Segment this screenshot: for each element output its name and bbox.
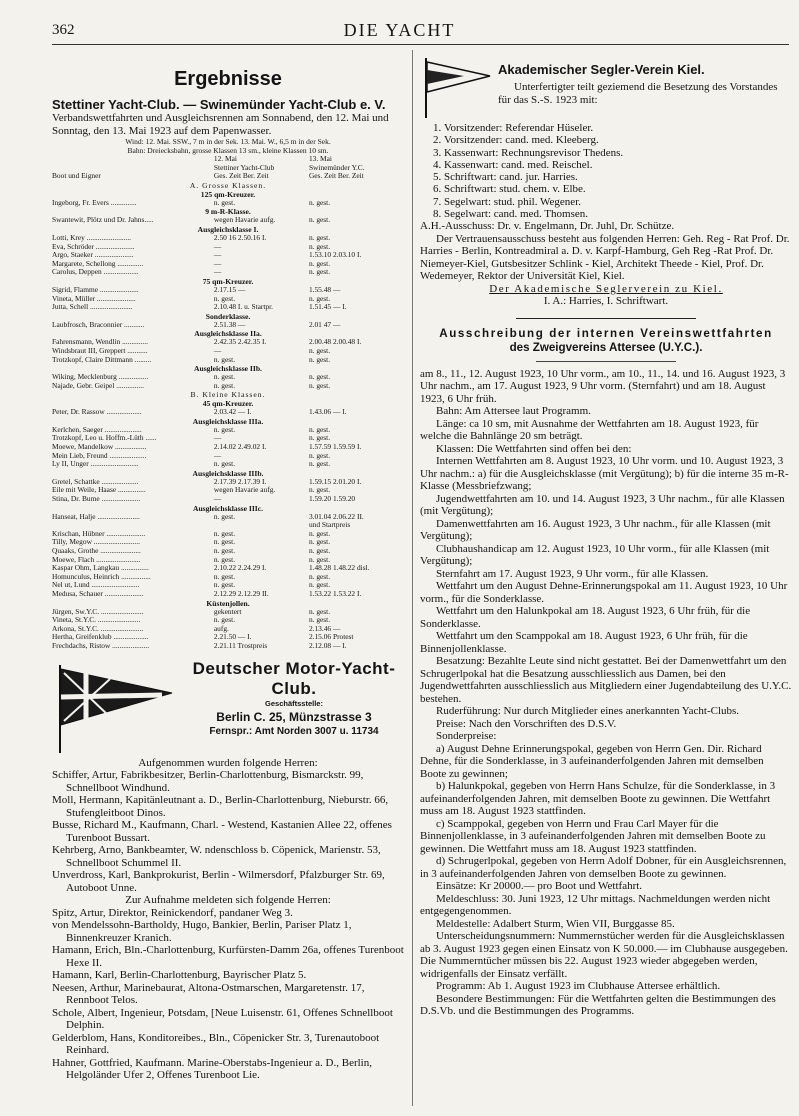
- result-day2: n. gest.: [308, 615, 331, 625]
- result-day1: n. gest.: [213, 197, 236, 207]
- announcement-paragraph: Wettfahrt um den Halunkpokal am 18. August 1923, 6 Uhr früh, für die Sonderklasse.: [420, 605, 751, 630]
- boat-owner: Wiking, Mecklenburg ................: [52, 372, 149, 382]
- class-label: 125 qm-Kreuzer.: [200, 189, 256, 199]
- announcement-paragraph: Damenwettfahrten am 16. August 1923, 3 Uhr nachm., für alle Klassen (mit Vergütung);: [420, 517, 771, 543]
- wind-info: Wind: 12. Mai. SSW., 7 m in der Sek. 13. Mai. W., 6,5 m in der Sek.: [125, 137, 331, 146]
- ergebnisse-heading: Ergebnisse: [174, 68, 282, 90]
- boat-owner: Vineta, St.Y.C. .......................: [52, 615, 141, 625]
- group-label: B. Kleine Klassen.: [190, 390, 266, 400]
- result-day1: —: [213, 250, 222, 260]
- member-entry: Moll, Hermann, Kapitänleutnant a. D., Berlin-Charlottenburg, Nieburstr. 66, Stufengleitboot Dinos.: [52, 794, 389, 819]
- result-day1: n. gest.: [213, 554, 236, 564]
- section-separator: [516, 318, 696, 319]
- boat-owner: Sigrid, Flamme .....................: [52, 284, 139, 294]
- boat-owner: Tilly, Megow .........................: [52, 537, 140, 547]
- class-label: Ausgleichsklasse IIIc.: [192, 503, 264, 513]
- header-rule: [52, 44, 789, 45]
- ask-block: [420, 56, 792, 120]
- boat-owner: Swantewit, Plötz und Dr. Jahns.....: [52, 215, 154, 225]
- result-day1: 2.51.38 —: [213, 319, 246, 329]
- boat-owner: Gretel, Schattke ....................: [52, 476, 139, 486]
- boat-owner: Peter, Dr. Rassow ...................: [52, 407, 142, 417]
- result-day1: n. gest.: [213, 615, 236, 625]
- result-day1: 2.10.48 I. u. Startpr.: [213, 302, 274, 312]
- group-heading: [52, 181, 404, 190]
- result-row: [52, 321, 404, 330]
- result-day2: n. gest.: [308, 580, 331, 590]
- result-row: [52, 495, 404, 504]
- class-label: 75 qm-Kreuzer.: [202, 276, 254, 286]
- result-row: [52, 382, 404, 391]
- applicant-entry: Spitz, Artur, Direktor, Reinickendorf, pandaner Weg 3.: [52, 906, 293, 919]
- result-day2: 2.15.06 Protest: [308, 632, 354, 642]
- result-day1: n. gest.: [213, 528, 236, 538]
- regatta-announcement-title: Ausschreibung der internen Vereinswettfahrten: [439, 326, 773, 340]
- result-day1: n. gest.: [213, 580, 236, 590]
- result-day1: 2.42.35 2.42.35 I.: [213, 337, 267, 347]
- result-day1: —: [213, 267, 222, 277]
- boat-owner: Medusa, Schauer .....................: [52, 588, 144, 598]
- announcement-paragraph: Programm: Ab 1. August 1923 im Clubhause Attersee erhältlich.: [436, 980, 721, 993]
- boat-owner: Jutta, Schell .......................: [52, 302, 133, 312]
- result-row: [52, 408, 404, 417]
- page-header: [0, 18, 799, 44]
- left-column: [52, 56, 404, 1112]
- member-entry: Busse, Richard M., Kaufmann, Charl. - Westend, Kastanien Allee 22, offenes Turenboot Bussart.: [52, 819, 392, 844]
- results-column-header: [52, 155, 404, 181]
- result-day2: n. gest.: [308, 546, 331, 555]
- class-label: Ausgleichsklasse I.: [197, 224, 259, 234]
- result-day2: 2.01 47 —: [308, 319, 341, 329]
- result-day1: n. gest.: [213, 537, 236, 547]
- column-divider: [412, 50, 413, 1106]
- result-day2: 2.12.08 — I.: [308, 640, 347, 650]
- boat-owner: Frechdachs, Ristow ....................: [52, 640, 150, 650]
- member-entry: Kehrberg, Arno, Bankbeamter, W. ndenschloss b. Cöpenick, Marienstr. 53, Schnellboot Schummel II.: [52, 844, 381, 869]
- result-day1: n. gest.: [213, 511, 236, 521]
- ask-heading: Akademischer Segler-Verein Kiel.: [498, 62, 705, 77]
- applicant-entry: Neesen, Arthur, Marinebaurat, Altona-Ostmarschen, Margaretenstr. 17, Rennboot Telos.: [52, 981, 365, 1007]
- class-label: Ausgleichsklasse IIb.: [194, 364, 262, 374]
- result-day2: 1.59.15 2.01.20 I.: [308, 476, 362, 486]
- page-number: 362: [52, 22, 75, 38]
- member-entry: Unverdross, Karl, Bankprokurist, Berlin - Wilmersdorf, Pfalzburger Str. 69, Autoboot Unne.: [52, 869, 385, 894]
- announcement-paragraph: Sonderpreise:: [436, 730, 497, 743]
- result-day2: n. gest.: [308, 215, 331, 225]
- owner-header: Boot und Eigner: [52, 171, 101, 181]
- result-day1: aufg.: [213, 623, 229, 633]
- ask-trust-committee: Der Vertrauensausschuss besteht aus folgenden Herren: Geh. Reg - Rat Prof. Dr. Harries - Berlin, Kontreadmiral a. D. v. Karpf-Hamburg, Geh Reg -Rat Prof. Dr. Niemeyer-Kiel, Gutsbesitzer Schlink - Kiel, Architekt Theede - Kiel, Prof. Dr. Wedemeyer, Rektor der Universität Kiel, Kiel.: [420, 232, 790, 283]
- applicant-entry: Gelderblom, Hans, Konditoreibes., Bln., Cöpenicker Str. 3, Turenautoboot Reinhard.: [52, 1031, 380, 1057]
- result-day2: n. gest.: [308, 197, 331, 207]
- result-day1: n. gest.: [213, 354, 236, 364]
- ask-ah-committee: A.H.-Ausschuss: Dr. v. Engelmann, Dr. Juhl, Dr. Schütze.: [420, 220, 675, 233]
- result-row: [52, 513, 404, 522]
- boat-owner: Moewe, Mandelkow .................: [52, 442, 147, 452]
- board-member: 7. Segelwart: stud. phil. Wegener.: [444, 196, 792, 208]
- boat-owner: Jürgen, Sw.Y.C. .......................: [52, 606, 144, 616]
- office-phone: Fernspr.: Amt Norden 3007 u. 11734: [209, 725, 379, 737]
- boat-owner: Homunculus, Heinrich ................: [52, 571, 151, 581]
- result-day1: 2.03.42 — I.: [213, 407, 252, 417]
- applied-heading: Zur Aufnahme meldeten sich folgende Herren:: [125, 894, 331, 907]
- day1-club: Stettiner Yacht-Club: [213, 162, 275, 172]
- result-day2: n. gest.: [308, 372, 331, 382]
- announcement-paragraph: Einsätze: Kr 20000.— pro Boot und Wettfahrt.: [436, 880, 643, 893]
- result-day1: 2.10.22 2.24.29 I.: [213, 563, 267, 573]
- boat-owner: Trotzkopf, Leo u. Hoffm.-Lüth ......: [52, 433, 157, 443]
- boat-owner: Windsbraut III, Greppert ...........: [52, 345, 148, 355]
- result-day2: 1.53.10 2.03.10 I.: [308, 250, 362, 260]
- result-day2: 1.51.45 — I.: [308, 302, 347, 312]
- result-day2: n. gest.: [308, 459, 331, 469]
- result-day1: 2.14.02 2.49.02 I.: [213, 442, 267, 452]
- result-day2: 1.43.06 — I.: [308, 407, 347, 417]
- member-entry: Schiffer, Artur, Fabrikbesitzer, Berlin-Charlottenburg, Bismarckstr. 99, Schnellboot Windhund.: [52, 769, 364, 794]
- ask-signature-sub: I. A.: Harries, I. Schriftwart.: [543, 295, 669, 308]
- boat-owner: Vineta, Müller .....................: [52, 293, 136, 303]
- applicants-list: [52, 907, 404, 1082]
- result-day1: n. gest.: [213, 293, 236, 303]
- result-day2: 3.01.04 2.06.22 II.: [308, 511, 364, 521]
- class-label: Sonderklasse.: [205, 311, 251, 321]
- announcement-paragraph: Wettfahrt um den Scamppokal am 18. August 1923, 6 Uhr früh, für die Binnenjollenklasse.: [420, 630, 748, 655]
- course-info: Bahn: Dreiecksbahn, grosse Klassen 13 sm., kleine Klassen 10 sm.: [127, 146, 329, 155]
- dmyc-block: [52, 659, 404, 755]
- result-row: [52, 268, 404, 277]
- day2-date: 13. Mai: [308, 154, 332, 163]
- office-address: Berlin C. 25, Münzstrasse 3: [216, 709, 372, 724]
- result-day2: n. gest.: [308, 450, 331, 460]
- result-day2: n. gest.: [308, 380, 331, 390]
- result-day1: wegen Havarie aufg.: [213, 485, 276, 495]
- result-row: [52, 460, 404, 469]
- applicant-entry: von Mendelssohn-Bartholdy, Hugo, Bankier, Berlin, Pariser Platz 1, Binnenkreuzer Kranich.: [52, 919, 352, 944]
- day2-subheader: Ges. Zeit Ber. Zeit: [308, 171, 364, 181]
- announcement-paragraph: Clubhaushandicap am 12. August 1923, 10 Uhr vorm., für alle Klassen (mit Vergütung);: [420, 542, 770, 568]
- board-member: 8. Segelwart: cand. med. Thomsen.: [444, 208, 792, 220]
- announcement-paragraph: b) Halunkpokal, gegeben von Herrn Hans Schulze, für die Sonderklasse, in 3 aufeinanderfolgenden Jahren, mit demselben Boote zu gewinnen. Die Wettfahrt muss am 18. August 1923 stattfinden.: [420, 780, 776, 818]
- announcement-paragraph: Wettfahrt um den August Dehne-Erinnerungspokal am 11. August 1923, 10 Uhr vorm., für die Sonderklasse.: [420, 580, 788, 605]
- boat-owner: Trotzkopf, Claire Dittmann .........: [52, 354, 152, 364]
- result-day2: 2.13.46 —: [308, 623, 341, 633]
- announcement-paragraph: Besondere Bestimmungen: Für die Wettfahrten gelten die Bestimmungen des D.S.Vb. und die Bestimmungen des Programms.: [420, 992, 776, 1018]
- class-label: Ausgleichsklasse IIIa.: [192, 416, 264, 426]
- result-day2: 1.55.48 —: [308, 284, 341, 294]
- club-flag-icon: [52, 659, 180, 755]
- results-table: [52, 181, 404, 651]
- announcement-paragraph: Meldeschluss: 30. Juni 1923, 12 Uhr mittags. Nachmeldungen werden nicht entgegengenommen.: [420, 892, 771, 918]
- applicant-entry: Hamann, Karl, Berlin-Charlottenburg, Bayrischer Platz 5.: [52, 969, 307, 982]
- boat-owner: Margarete, Schellong ..............: [52, 258, 144, 268]
- admitted-heading: Aufgenommen wurden folgende Herren:: [138, 756, 318, 769]
- regatta-intro: Verbandswettfahrten und Ausgleichsrennen am Sonnabend, den 12. Mai und Sonntag, den 13. Mai 1923 auf dem Papenwasser.: [52, 112, 389, 137]
- boat-owner: Hertha, Greifenklub ...................: [52, 632, 149, 642]
- result-day1: wegen Havarie aufg.: [213, 215, 276, 225]
- magazine-title: DIE YACHT: [343, 20, 456, 40]
- board-member: 1. Vorsitzender: Referendar Hüseler.: [444, 122, 792, 134]
- boat-owner: Laubfrosch, Braconnier ...........: [52, 319, 145, 329]
- day1-date: 12. Mai: [213, 154, 237, 163]
- result-day2: n. gest.: [308, 241, 331, 251]
- announcement-paragraph: Meldestelle: Adalbert Sturm, Wien VII, Burggasse 85.: [436, 917, 675, 930]
- announcement-paragraph: Klassen: Die Wettfahrten sind offen bei den:: [436, 442, 632, 455]
- result-day1: n. gest.: [213, 571, 236, 581]
- result-day1: 2.17.39 2.17.39 I.: [213, 476, 267, 486]
- day2-club: Swinemünder Y.C.: [308, 162, 365, 172]
- board-member: 5. Schriftwart: cand. jur. Harries.: [444, 171, 792, 183]
- result-day1: n. gest.: [213, 380, 236, 390]
- boat-owner: Carolus, Deppen ...................: [52, 267, 139, 277]
- boat-owner: Eva, Schröder .....................: [52, 241, 135, 251]
- result-day2: n. gest.: [308, 232, 331, 242]
- result-row: [52, 199, 404, 208]
- announcement-paragraph: Jugendwettfahrten am 10. und 14. August 1923, 3 Uhr nachm., für alle Klassen (mit Vergütung);: [420, 492, 785, 518]
- regatta-announcement-subtitle: des Zweigvereins Attersee (U.Y.C.).: [509, 340, 703, 354]
- result-day1: n. gest.: [213, 459, 236, 469]
- class-label: Ausgleichsklasse IIIb.: [192, 468, 264, 478]
- result-day1: 2.17.15 —: [213, 284, 246, 294]
- announcement-paragraph: Besatzung: Bezahlte Leute sind nicht gestattet. Bei der Damenwettfahrt um den Schrugerlpokal hat die Besatzung ausschliesslich aus Damen, bei den Jugendwettfahrten ausschliesslich aus Mitgliedern einer Jugendabteilung des U.Y.C. bestehen.: [420, 655, 792, 705]
- result-day1: 2.12.29 2.12.29 II.: [213, 588, 269, 598]
- result-day2: n. gest.: [308, 537, 331, 547]
- announcement-paragraph: Länge: ca 10 sm, mit Ausnahme der Wettfahrten am 18. August 1923, für welche die Bahnlänge 20 sm beträgt.: [420, 417, 759, 443]
- result-day1: 2.50 16 2.50.16 I.: [213, 232, 267, 242]
- board-member: 4. Kassenwart: cand. med. Reischel.: [444, 159, 792, 171]
- announcement-paragraph: Internen Wettfahrten am 8. August 1923, 10 Uhr vorm. und 10. August 1923, 3 Uhr nachm.: a) für die Ausgleichsklasse (mit Vergütung); b) für die interne 35 m-R-Klasse (Messbriefzwang;: [420, 455, 789, 493]
- class-label: 45 qm-Kreuzer.: [202, 399, 254, 409]
- announcement-paragraph: Sternfahrt am 17. August 1923, 9 Uhr vorm., für alle Klassen.: [436, 567, 709, 580]
- result-row: [52, 303, 404, 312]
- announcement-paragraph: Bahn: Am Attersee laut Programm.: [436, 405, 591, 418]
- boat-owner: Ingeborg, Fr. Evers ..............: [52, 197, 137, 207]
- result-day2: 1.59.20 1.59.20: [308, 494, 356, 504]
- announcement-paragraph: Unterscheidungsnummern: Nummernstücher werden für die Ausgleichsklassen ab 3. August 1923 gegen einen Einsatz von K 50.000.— im Clubhause ausgegeben. Die Nummerntücher müssen bis 22. August 1923 wieder abgegeben werden, widrigenfalls der Einsatz verfällt.: [420, 930, 788, 980]
- boat-owner: Hanseat, Halje .......................: [52, 511, 140, 521]
- pennant-flag-icon: [420, 56, 494, 120]
- result-day1: 2.21.11 Trostpreis: [213, 640, 268, 650]
- result-row: [52, 590, 404, 599]
- result-day1: —: [213, 241, 222, 251]
- result-row: [52, 356, 404, 365]
- result-day1: 2.21.50 — I.: [213, 632, 252, 642]
- right-column: [420, 56, 792, 1112]
- announcement-paragraph: am 8., 11., 12. August 1923, 10 Uhr vorm., am 10., 11., 14. und 16. August 1923, 3 Uhr nachm., am 17. August 1923, 9 Uhr vorm. (Sternfahrt) und am 18. August 1923, 6 Uhr früh.: [420, 367, 786, 405]
- class-label: 9 m-R-Klasse.: [205, 207, 251, 217]
- announcement-paragraph: d) Schrugerlpokal, gegeben von Herrn Adolf Dobner, für ein Ausgleichsrennen, in 3 aufeinanderfolgenden Jahren von demselben Boote zu gewinnen.: [420, 855, 787, 880]
- class-label: Küstenjollen.: [206, 598, 250, 608]
- board-member: 6. Schriftwart: stud. chem. v. Elbe.: [444, 183, 792, 195]
- result-day1: n. gest.: [213, 424, 236, 434]
- club-heading: Stettiner Yacht-Club. — Swinemünder Yacht-Club e. V.: [52, 97, 386, 112]
- boat-owner: Kaspar Ohm, Langkau ...............: [52, 563, 149, 573]
- result-day2: n. gest.: [308, 606, 331, 616]
- ask-signature: Der Akademische Seglerverein zu Kiel.: [489, 282, 723, 295]
- applicant-entry: Hahner, Gottfried, Kaufmann. Marine-Oberstabs-Ingenieur a. D., Berlin, Helgoländer Ufer 2, Offenes Turenboot Lie.: [52, 1056, 372, 1082]
- result-day2: 2.00.48 2.00.48 I.: [308, 337, 362, 347]
- title-underline: [536, 361, 676, 362]
- result-day1: —: [213, 494, 222, 504]
- office-label: Geschäftsstelle:: [265, 698, 323, 708]
- result-day1: —: [213, 450, 222, 460]
- result-day1: —: [213, 345, 222, 355]
- applicant-entry: Hamann, Erich, Bln.-Charlottenburg, Kurfürsten-Damm 26a, offenes Turenboot Hexe II.: [52, 944, 404, 969]
- boat-owner: Ly II, Unger ..........................: [52, 459, 139, 469]
- day1-subheader: Ges. Zeit Ber. Zeit: [213, 171, 269, 181]
- result-day1: gekentert: [213, 606, 242, 616]
- ask-intro: Unterfertigter teilt geziemend die Besetzung des Vorstandes für das S.-S. 1923 mit:: [498, 81, 778, 106]
- boat-owner: Stina, Dr. Bume .....................: [52, 494, 141, 504]
- result-day2: n. gest.: [308, 433, 331, 443]
- result-day2: 1.53.22 1.53.22 I.: [308, 588, 362, 598]
- boat-owner: Mein Lieb, Freund ....................: [52, 450, 147, 460]
- boat-owner: Lotti, Krey ........................: [52, 232, 132, 242]
- result-day2: n. gest.: [308, 528, 331, 538]
- group-heading: [52, 390, 404, 399]
- boat-owner: Argo, Staeker .....................: [52, 250, 134, 260]
- applicant-entry: Schole, Albert, Ingenieur, Potsdam, [Neue Luisenstr. 61, Offenes Schnellboot Delphin.: [52, 1006, 393, 1032]
- boat-owner: Nel ut, Lund ..........................: [52, 580, 140, 590]
- announcement-paragraph: c) Scamppokal, gegeben von Herrn und Frau Carl Mayer für die Binnenjollenklasse, in 3 aufeinanderfolgenden Jahren mit demselben Boote zu gewinnen. Die Wettfahrt muss am 18. August 1923 stattfinden.: [420, 817, 766, 855]
- result-day1: n. gest.: [213, 372, 236, 382]
- result-day2: n. gest.: [308, 345, 331, 355]
- boat-owner: Krischan, Hübner .....................: [52, 528, 146, 538]
- result-day2: n. gest.: [308, 293, 331, 303]
- result-day2: n. gest.: [308, 258, 331, 268]
- group-label: A. Grosse Klassen.: [189, 180, 267, 190]
- result-day2: n. gest.: [308, 267, 331, 277]
- boat-owner: Fahrensmann, Wendlin ..............: [52, 337, 148, 347]
- class-label: Ausgleichsklasse IIa.: [194, 329, 262, 339]
- boat-owner: Arkona, St.Y.C. .......................: [52, 623, 144, 633]
- result-day2: 1.57.59 1.59.59 I.: [308, 442, 362, 452]
- board-member: 2. Vorsitzender: cand. med. Kleeberg.: [444, 134, 792, 146]
- board-list: [420, 122, 792, 220]
- result-row: [52, 216, 404, 225]
- boat-owner: Eile mit Weile, Haase ...............: [52, 485, 146, 495]
- boat-owner: Quaaks, Grothe ......................: [52, 546, 141, 555]
- board-member: 3. Kassenwart: Rechnungsrevisor Thedens.: [444, 147, 792, 159]
- boat-owner: Najade, Gebr. Geipel ...............: [52, 380, 144, 390]
- result-day2: n. gest.: [308, 354, 331, 364]
- result-row: [52, 642, 404, 651]
- result-day2: n. gest.: [308, 424, 331, 434]
- result-day1: n. gest.: [213, 546, 236, 555]
- result-day1: —: [213, 433, 222, 443]
- boat-owner: Kerlchen, Saeger ....................: [52, 424, 142, 434]
- announcement-body: [420, 368, 792, 1018]
- result-day2: n. gest.: [308, 485, 331, 495]
- admitted-members-list: [52, 769, 404, 894]
- boat-owner: Moewe, Flach ........................: [52, 554, 141, 564]
- announcement-paragraph: Preise: Nach den Vorschriften des D.S.V.: [436, 717, 617, 730]
- dmyc-title: Deutscher Motor-Yacht-Club.: [192, 658, 396, 698]
- announcement-paragraph: Ruderführung: Nur durch Mitglieder eines anerkannten Yacht-Clubs.: [436, 705, 740, 718]
- result-day2: n. gest.: [308, 571, 331, 581]
- result-day1: —: [213, 258, 222, 268]
- result-day2: und Startpreis: [308, 520, 351, 530]
- result-day2: n. gest.: [308, 554, 331, 564]
- result-day2: 1.48.28 1.48.22 disl.: [308, 563, 370, 573]
- announcement-paragraph: a) August Dehne Erinnerungspokal, gegeben von Herrn Gen. Dir. Richard Dehne, für die Sonderklasse, in 3 aufeinanderfolgenden Jahren mit demselben Boote zu gewinnen;: [420, 742, 764, 780]
